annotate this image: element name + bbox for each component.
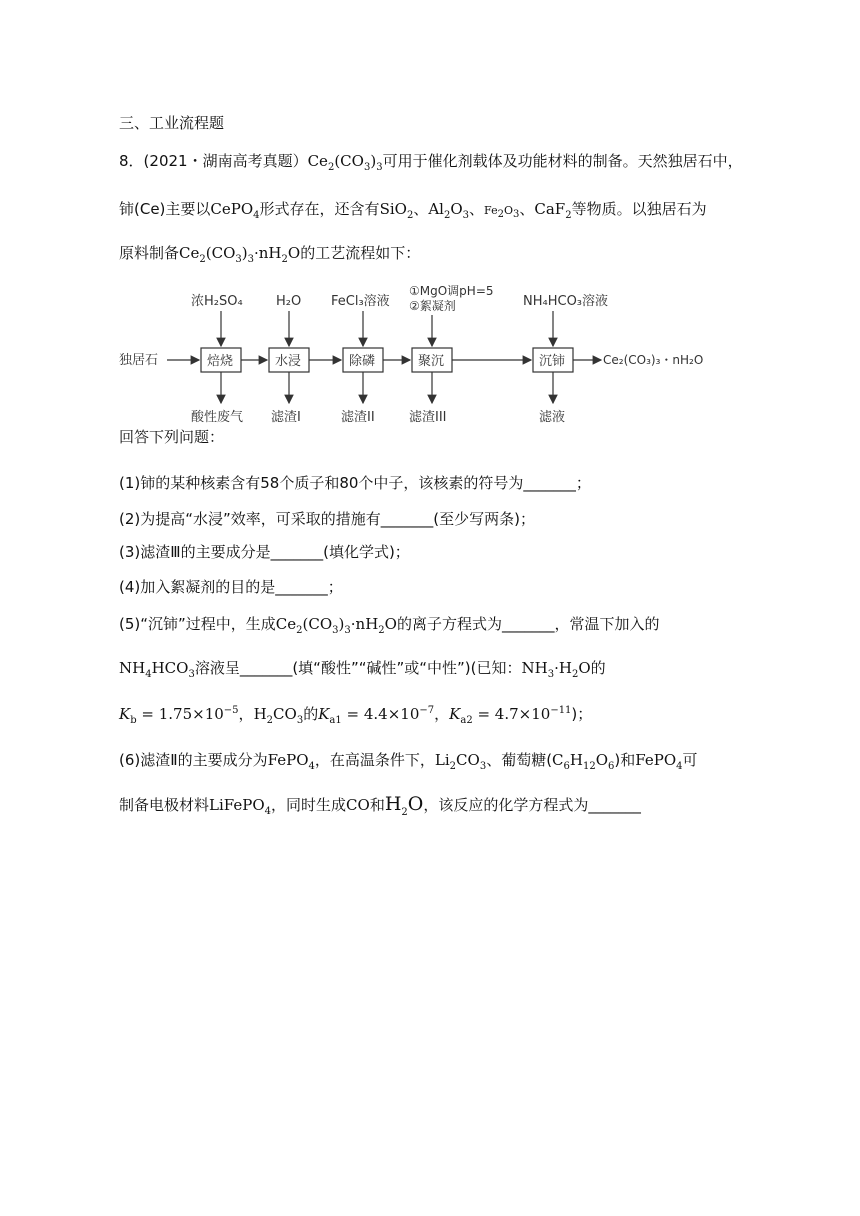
section-title: 三、工业流程题	[119, 114, 225, 132]
formula-glucose: $C_6H_{12}O_6$	[552, 751, 615, 772]
waste-filtrate: 滤液	[539, 410, 566, 425]
text: 铈(Ce)主要以	[119, 200, 211, 218]
text: 原料制备	[119, 244, 180, 262]
formula-product: $Ce_2(CO_3)_3\cdot nH_2O$	[275, 615, 397, 636]
answer-prompt: 回答下列问题：	[119, 428, 225, 446]
part-2: (2)为提高“水浸”效率，可采取的措施有_______(至少写两条)；	[119, 510, 535, 528]
text: ，	[238, 705, 254, 723]
part-1: (1)铈的某种核素含有58个质子和80个中子，该核素的符号为_______；	[119, 474, 591, 492]
text: 的	[590, 659, 606, 677]
part-6-line-1	[119, 749, 698, 772]
separator: 、	[519, 200, 535, 218]
text: 可	[682, 751, 698, 769]
text: 的离子方程式为_______，常温下加入的	[396, 615, 660, 633]
question-line-3	[119, 242, 420, 265]
text: ，	[434, 705, 450, 723]
text: ，该反应的化学方程式为_______	[423, 796, 641, 814]
formula-fepo4: FePO$_4$	[635, 751, 683, 772]
formula-caf2: CaF$_2$	[534, 200, 572, 221]
part-5-line-1	[119, 613, 660, 636]
step-precipitate-ce: 沉铈	[539, 354, 566, 369]
text: 制备电极材料	[119, 796, 210, 814]
reagent-water: H₂O	[276, 294, 302, 309]
ka2-value: $K_{a2} = 4.7\times 10^{-11}$	[449, 705, 572, 726]
text: (5)“沉铈”过程中，生成	[119, 615, 276, 633]
separator: 、	[469, 200, 485, 218]
text: ，同时生成	[271, 796, 347, 814]
text: 的工艺流程如下：	[300, 244, 421, 262]
reagent-h2so4: 浓H₂SO₄	[191, 294, 243, 309]
question-intro	[119, 150, 743, 173]
text: 的	[303, 705, 319, 723]
formula-al2o3: $Al_2O_3$	[428, 200, 470, 221]
text: )和	[614, 751, 636, 769]
part-5-line-2	[119, 657, 606, 680]
text: 溶液呈_______(填“酸性”“碱性”或“中性”)(已知：	[194, 659, 522, 677]
text: 、葡萄糖(	[486, 751, 553, 769]
separator: 、	[413, 200, 429, 218]
formula-h2o: $H_2O$	[384, 793, 424, 818]
formula-fepo4: FePO$_4$	[267, 751, 315, 772]
formula-h2co3: $H_2CO_3$	[253, 705, 304, 726]
waste-residue-1: 滤渣I	[271, 410, 301, 425]
formula-fe2o3: $Fe_2O_3$	[484, 204, 520, 221]
reagent-flocculant: ②絮凝剂	[409, 299, 456, 313]
process-flow-diagram	[119, 283, 729, 428]
waste-residue-3: 滤渣III	[409, 410, 447, 425]
formula-lifepo4: LiFePO$_4$	[209, 796, 272, 817]
formula-ce2co33: $Ce_2(CO_3)_3$	[307, 152, 383, 173]
formula-li2co3: $Li_2CO_3$	[434, 751, 487, 772]
text: 等物质。以独居石为	[571, 200, 707, 218]
reagent-fecl3: FeCl₃溶液	[331, 294, 390, 309]
reagent-nh4hco3: NH₄HCO₃溶液	[523, 294, 609, 309]
waste-acid-gas: 酸性废气	[191, 410, 244, 425]
kb-value: $K_b = 1.75\times 10^{-5}$	[119, 705, 239, 726]
intro-text: 可用于催化剂载体及功能材料的制备。天然独居石中，	[382, 152, 743, 170]
formula-sio2: SiO$_2$	[379, 200, 414, 221]
question-line-2	[119, 198, 707, 221]
text: 和	[369, 796, 385, 814]
text: (6)滤渣Ⅱ的主要成分为	[119, 751, 268, 769]
flow-start: 独居石	[119, 353, 159, 368]
text: 形式存在，还含有	[259, 200, 380, 218]
step-dephosphorize: 除磷	[349, 354, 376, 369]
formula-nh3h2o: $NH_3\cdot H_2O$	[521, 659, 591, 680]
formula-cepo4: CePO$_4$	[210, 200, 260, 221]
flow-product: Ce₂(CO₃)₃・nH₂O	[603, 353, 704, 367]
step-roast: 焙烧	[207, 354, 234, 369]
reagent-mgo: ①MgO调pH=5	[409, 284, 494, 298]
part-5-line-3	[119, 703, 592, 726]
question-number-source: 8．(2021・湖南高考真题）	[119, 152, 308, 170]
step-coagulate: 聚沉	[418, 354, 445, 369]
part-3: (3)滤渣Ⅲ的主要成分是_______(填化学式)；	[119, 543, 410, 561]
text: )；	[571, 705, 593, 723]
step-water-leach: 水浸	[275, 354, 302, 369]
ka1-value: $K_{a1} = 4.4\times 10^{-7}$	[318, 705, 435, 726]
part-6-line-2	[119, 793, 641, 818]
part-4: (4)加入絮凝剂的目的是_______；	[119, 578, 343, 596]
formula-co: CO	[346, 796, 370, 814]
text: ，在高温条件下，	[314, 751, 435, 769]
waste-residue-2: 滤渣II	[341, 410, 375, 425]
formula-nh4hco3: $NH_4HCO_3$	[119, 659, 195, 680]
formula-product: $Ce_2(CO_3)_3\cdot nH_2O$	[179, 244, 301, 265]
